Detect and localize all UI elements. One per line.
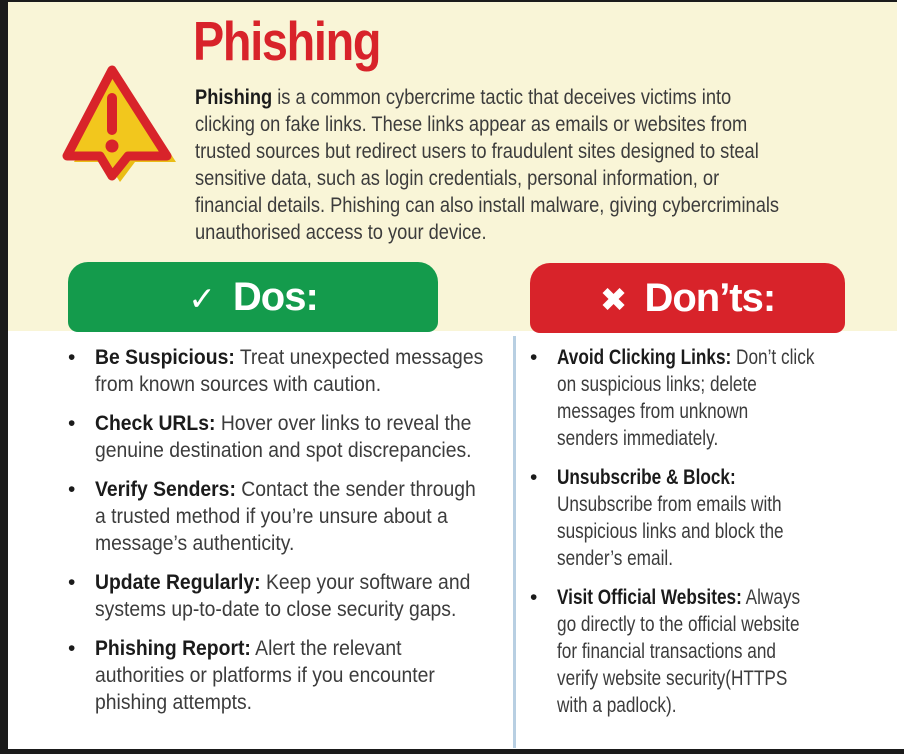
intro-line: financial details. Phishing can also install malware, giving cybercriminals [195,193,780,217]
intro-line: unauthorised access to your device. [195,220,487,244]
bullet-dot: • [68,412,76,435]
bullet-dot: • [68,478,76,501]
dos-list [68,344,508,728]
bullet-dot: • [68,571,76,594]
intro-line: Phishing is a common cybercrime tactic that deceives victims into [195,85,732,109]
list-item: • Be Suspicious: Treat unexpected messages from known sources with caution. [68,345,484,396]
intro-line: trusted sources but redirect users to fraudulent sites designed to steal [195,139,759,163]
bullet-dot: • [68,637,76,660]
exclamation-dot [106,140,119,153]
bullet-dot: • [530,586,538,609]
list-item: • Check URLs: Hover over links to reveal the genuine destination and spot discrepancies. [68,411,472,462]
list-item: • Phishing Report: Alert the relevant authorities or platforms if you encounter phishing attempts. [68,636,435,714]
dos-header [68,262,438,332]
checkmark-icon: ✓ [188,279,216,317]
list-item: • Verify Senders: Contact the sender through a trusted method if you’re unsure about a message’s authenticity. [68,477,476,555]
frame-right-strip [897,0,904,749]
warning-triangle-icon [54,58,186,194]
intro-bold-word: Phishing [195,85,273,109]
donts-header-label: Don’ts: [644,275,776,320]
frame-left-border [0,0,8,754]
intro-line: clicking on fake links. These links appear as emails or websites from [195,112,748,136]
dos-header-label: Dos: [232,274,318,319]
frame-top-border [8,0,897,2]
bullet-dot: • [530,346,538,369]
list-item: • Visit Official Websites: Always go directly to the official website for financial transactions and verify website security(HTTPS with a padlock). [530,585,801,717]
donts-list [530,344,880,731]
list-item: • Unsubscribe & Block: Unsubscribe from emails with suspicious links and block the sender’s email. [530,465,784,570]
bullet-dot: • [68,346,76,369]
frame-bottom-border [0,749,904,754]
column-divider [513,336,516,748]
page-title: Phishing [193,10,381,72]
cross-icon: ✖ [599,280,628,318]
donts-header [530,263,845,333]
bullet-dot: • [530,466,538,489]
warning-triangle-svg [54,58,186,194]
intro-paragraph [195,84,779,246]
intro-line: sensitive data, such as login credentials, personal information, or [195,166,720,190]
list-item: • Update Regularly: Keep your software and systems up-to-date to close security gaps. [68,570,471,621]
list-item: • Avoid Clicking Links: Don’t click on suspicious links; delete messages from unknown senders immediately. [530,345,815,450]
